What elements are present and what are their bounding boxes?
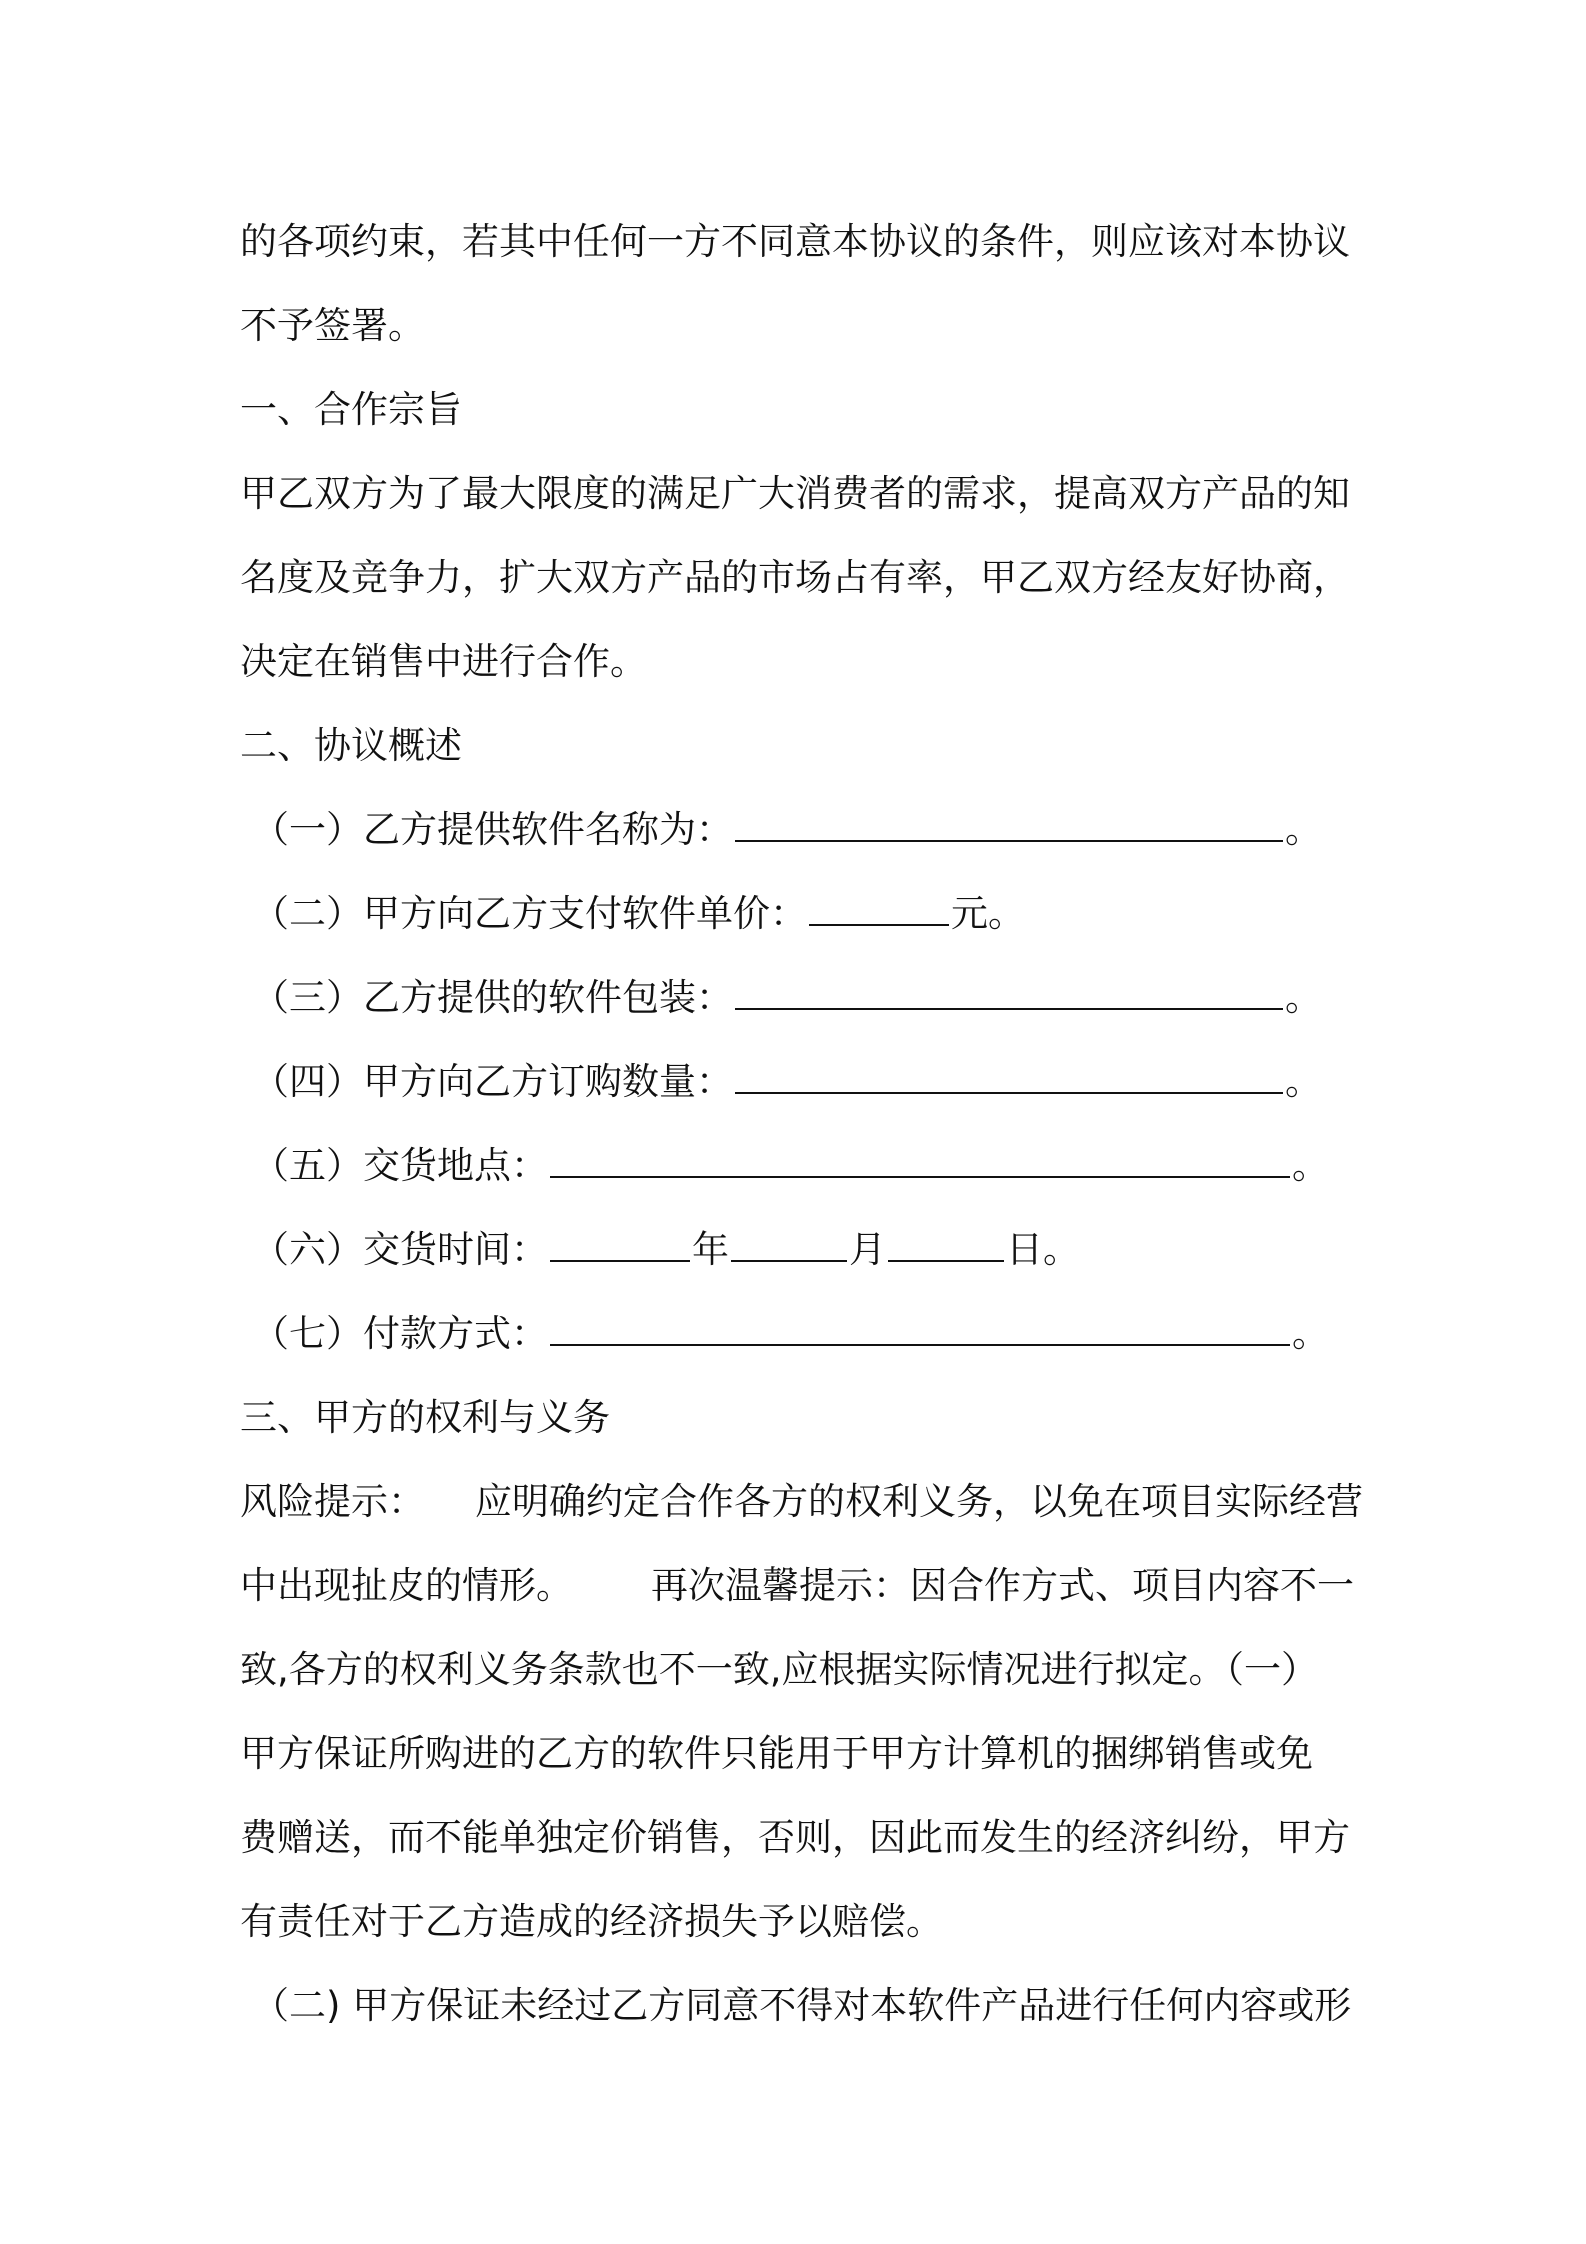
item-end: 。 (1285, 808, 1322, 851)
overview-item-unit-price (240, 872, 1360, 956)
item-end: 。 (1285, 1060, 1322, 1103)
item-label: （一）乙方提供软件名称为： (252, 808, 733, 851)
overview-item-quantity (240, 1040, 1360, 1124)
month-suffix: 月 (849, 1228, 886, 1271)
party-a-line-4: 甲方保证所购进的乙方的软件只能用于甲方计算机的捆绑销售或免 (240, 1732, 1313, 1775)
item-label: （四）甲方向乙方订购数量： (252, 1060, 733, 1103)
packaging-blank[interactable] (735, 978, 1283, 1010)
party-a-line-5: 费赠送，而不能单独定价销售，否则，因此而发生的经济纠纷，甲方 (240, 1816, 1350, 1859)
quantity-blank[interactable] (735, 1062, 1283, 1094)
intro-line-1: 的各项约束，若其中任何一方不同意本协议的条件，则应该对本协议 (240, 220, 1350, 263)
delivery-place-blank[interactable] (550, 1146, 1290, 1178)
item-label: （二）甲方向乙方支付软件单价： (252, 892, 807, 935)
party-a-line-6: 有责任对于乙方造成的经济损失予以赔偿。 (240, 1900, 943, 1943)
day-suffix: 日。 (1006, 1228, 1080, 1271)
item-end: 元。 (951, 892, 1025, 935)
item-end: 。 (1292, 1144, 1329, 1187)
item-end: 。 (1285, 976, 1322, 1019)
purpose-line-2: 名度及竞争力，扩大双方产品的市场占有率，甲乙双方经友好协商， (240, 556, 1350, 599)
document-body (240, 200, 1363, 2048)
intro-line-2: 不予签署。 (240, 304, 425, 347)
overview-item-packaging (240, 956, 1360, 1040)
item-label: （七）付款方式： (252, 1312, 548, 1355)
section-heading-overview: 二、协议概述 (240, 724, 462, 767)
overview-item-payment-method (240, 1292, 1360, 1376)
overview-item-delivery-place (240, 1124, 1360, 1208)
purpose-line-1: 甲乙双方为了最大限度的满足广大消费者的需求，提高双方产品的知 (240, 472, 1350, 515)
section-heading-purpose: 一、合作宗旨 (240, 388, 462, 431)
section-heading-party-a-rights: 三、甲方的权利与义务 (240, 1396, 610, 1439)
item-label: （五）交货地点： (252, 1144, 548, 1187)
item-label: （六）交货时间： (252, 1228, 548, 1271)
overview-item-delivery-time (240, 1208, 1360, 1292)
year-suffix: 年 (692, 1228, 729, 1271)
payment-method-blank[interactable] (550, 1314, 1290, 1346)
item-label: （三）乙方提供的软件包装： (252, 976, 733, 1019)
party-a-line-7: （二) 甲方保证未经过乙方同意不得对本软件产品进行任何内容或形 (252, 1984, 1352, 2027)
party-a-text-2b: 再次温馨提示：因合作方式、项目内容不一 (651, 1564, 1354, 1607)
delivery-day-blank[interactable] (888, 1230, 1004, 1262)
risk-text: 应明确约定合作各方的权利义务，以免在项目实际经营 (475, 1480, 1363, 1523)
party-a-line-2 (240, 1544, 1360, 1628)
party-a-line-3: 致,各方的权利义务条款也不一致,应根据实际情况进行拟定。（一） (240, 1648, 1319, 1691)
delivery-year-blank[interactable] (550, 1230, 690, 1262)
party-a-text-2a: 中出现扯皮的情形。 (240, 1564, 573, 1607)
risk-notice-line (240, 1460, 1363, 1544)
unit-price-blank[interactable] (809, 894, 949, 926)
item-end: 。 (1292, 1312, 1329, 1355)
software-name-blank[interactable] (735, 810, 1283, 842)
risk-label: 风险提示： (240, 1480, 425, 1523)
purpose-line-3: 决定在销售中进行合作。 (240, 640, 647, 683)
delivery-month-blank[interactable] (731, 1230, 847, 1262)
overview-item-software-name (240, 788, 1360, 872)
